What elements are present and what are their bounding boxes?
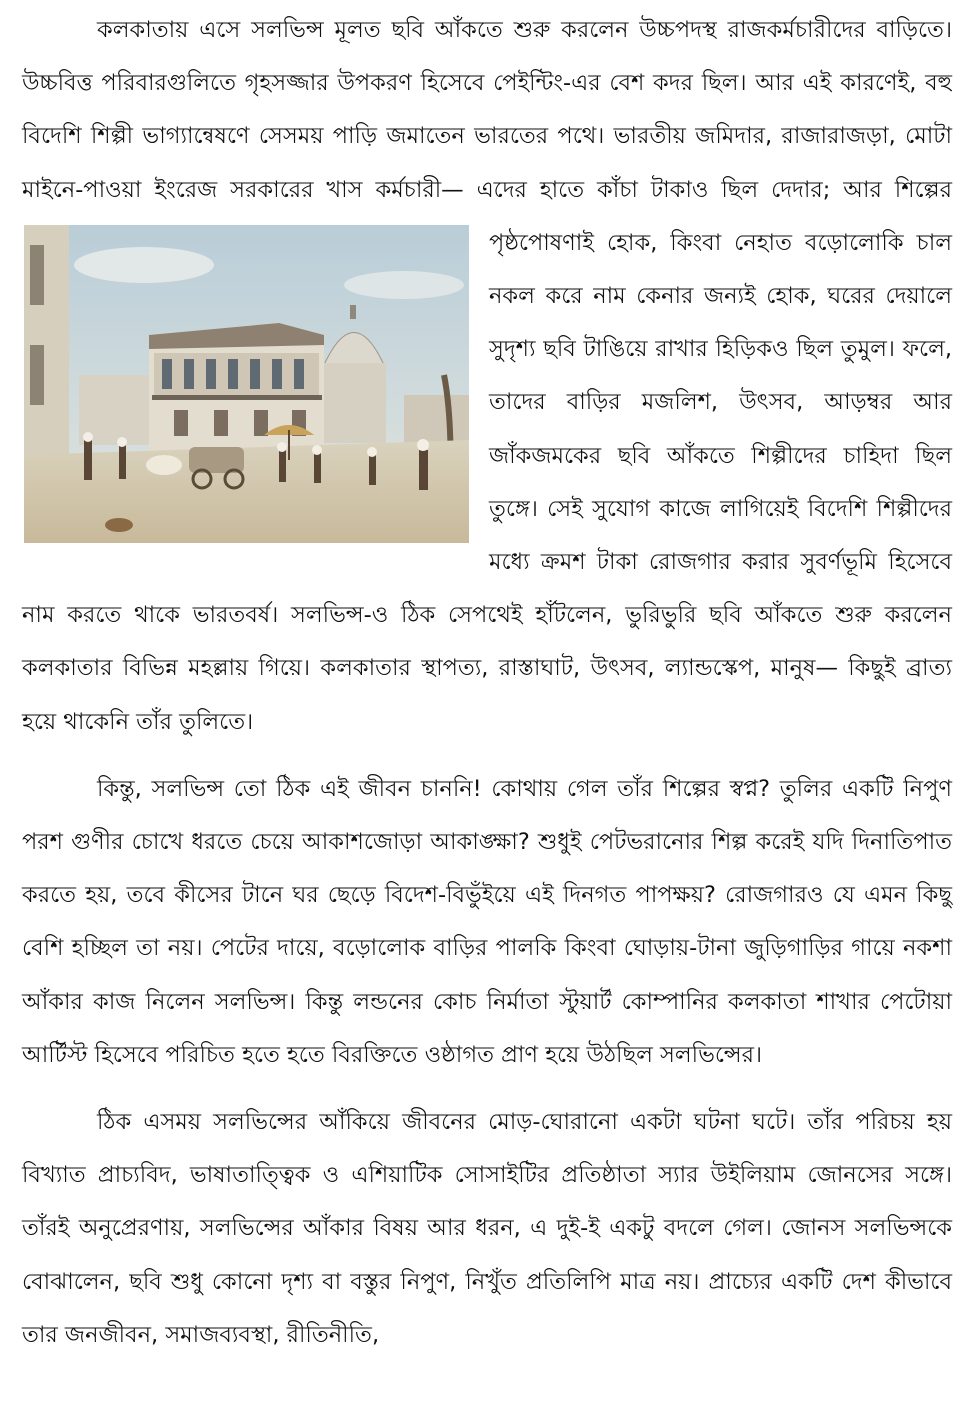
calcutta-street-illustration [24, 225, 469, 543]
paragraph-1-continuation: হাতে কাঁচা টাকাও ছিল দেদার; আর শিল্পের পৃষ্ঠপোষণাই হোক, কিংবা নেহাত বড়োলোকি চাল নকল করে নাম কেনার জন্যই হোক, ঘরের দেয়ালে সুদৃশ্য ছবি টাঙিয়ে রাখার হিড়িকও ছিল তুমুল। ফলে, তাদের বাড়ির মজলিশ, উৎসব, আড়ম্বর আর জাঁকজমকের ছবি আঁকতে শিল্পীদের চাহিদা ছিল তুঙ্গে। সেই সুযোগ কাজে লাগিয়েই বিদেশি শিল্পীদের মধ্যে ক্রমশ টাকা রোজগার করার সুবর্ণভূমি হিসেবে নাম করতে থাকে ভারতবর্ষ। সলভিন্স-ও ঠিক সেপথেই হাঁটলেন, ভুরিভুরি ছবি আঁকতে শুরু করলেন কলকাতার বিভিন্ন মহল্লায় গিয়ে। কলকাতার স্থাপত্য, রাস্তাঘাট, উৎসব, ল্যান্ডস্কেপ, মানুষ— কিছুই ব্রাত্য হয়ে থাকেনি তাঁর তুলিতে। [22, 176, 952, 735]
paragraph-2: কিন্তু, সলভিন্স তো ঠিক এই জীবন চাননি! কোথায় গেল তাঁর শিল্পের স্বপ্ন? তুলির একটি নিপুণ পরশ গুণীর চোখে ধরতে চেয়ে আকাশজোড়া আকাঙ্ক্ষা? শুধুই পেটভরানোর শিল্প করেই যদি দিনাতিপাত করতে হয়, তবে কীসের টানে ঘর ছেড়ে বিদেশ-বিভুঁইয়ে এই দিনগত পাপক্ষয়? রোজগারও যে এমন কিছু বেশি হচ্ছিল তা নয়। পেটের দায়ে, বড়োলোক বাড়ির পালকি কিংবা ঘোড়ায়-টানা জুড়িগাড়ির গায়ে নকশা আঁকার কাজ নিলেন সলভিন্স। কিন্তু লন্ডনের কোচ নির্মাতা স্টুয়ার্ট কোম্পানির কলকাতা শাখার পেটোয়া আর্টিস্ট হিসেবে পরিচিত হতে হতে বিরক্তিতে ওষ্ঠাগত প্রাণ হয়ে উঠছিল সলভিন্সের। [22, 775, 952, 1068]
paragraph-1-lead: কলকাতায় এসে সলভিন্স মূলত ছবি আঁকতে শুরু করলেন উচ্চপদস্থ রাজকর্মচারীদের বাড়িতে। উচ্চবিত্ত পরিবারগুলিতে গৃহসজ্জার উপকরণ হিসেবে পেইন্টিং-এর বেশ কদর ছিল। আর এই কারণেই, বহু বিদেশি শিল্পী ভাগ্যান্বেষণে সেসময় পাড়ি জমাতেন ভারতের পথে। ভারতীয় জমিদার, রাজারাজড়া, মোটা মাইনে-পাওয়া ইংরেজ সরকারের খাস কর্মচারী— এদের [22, 17, 952, 203]
paragraph-3: ঠিক এসময় সলভিন্সের আঁকিয়ে জীবনের মোড়-ঘোরানো একটা ঘটনা ঘটে। তাঁর পরিচয় হয় বিখ্যাত প্রাচ্যবিদ, ভাষাতাত্ত্বিক ও এশিয়াটিক সোসাইটির প্রতিষ্ঠাতা স্যার উইলিয়াম জোনসের সঙ্গে। তাঁরই অনুপ্রেরণায়, সলভিন্সের আঁকার বিষয় আর ধরন, এ দুই-ই একটু বদলে গেল। জোনস সলভিন্সকে বোঝালেন, ছবি শুধু কোনো দৃশ্য বা বস্তুর নিপুণ, নিখুঁত প্রতিলিপি মাত্র নয়। প্রাচ্যের একটি দেশ কীভাবে তার জনজীবন, সমাজব্যবস্থা, রীতিনীতি, [22, 1109, 952, 1348]
paragraph-1 [22, 4, 952, 749]
